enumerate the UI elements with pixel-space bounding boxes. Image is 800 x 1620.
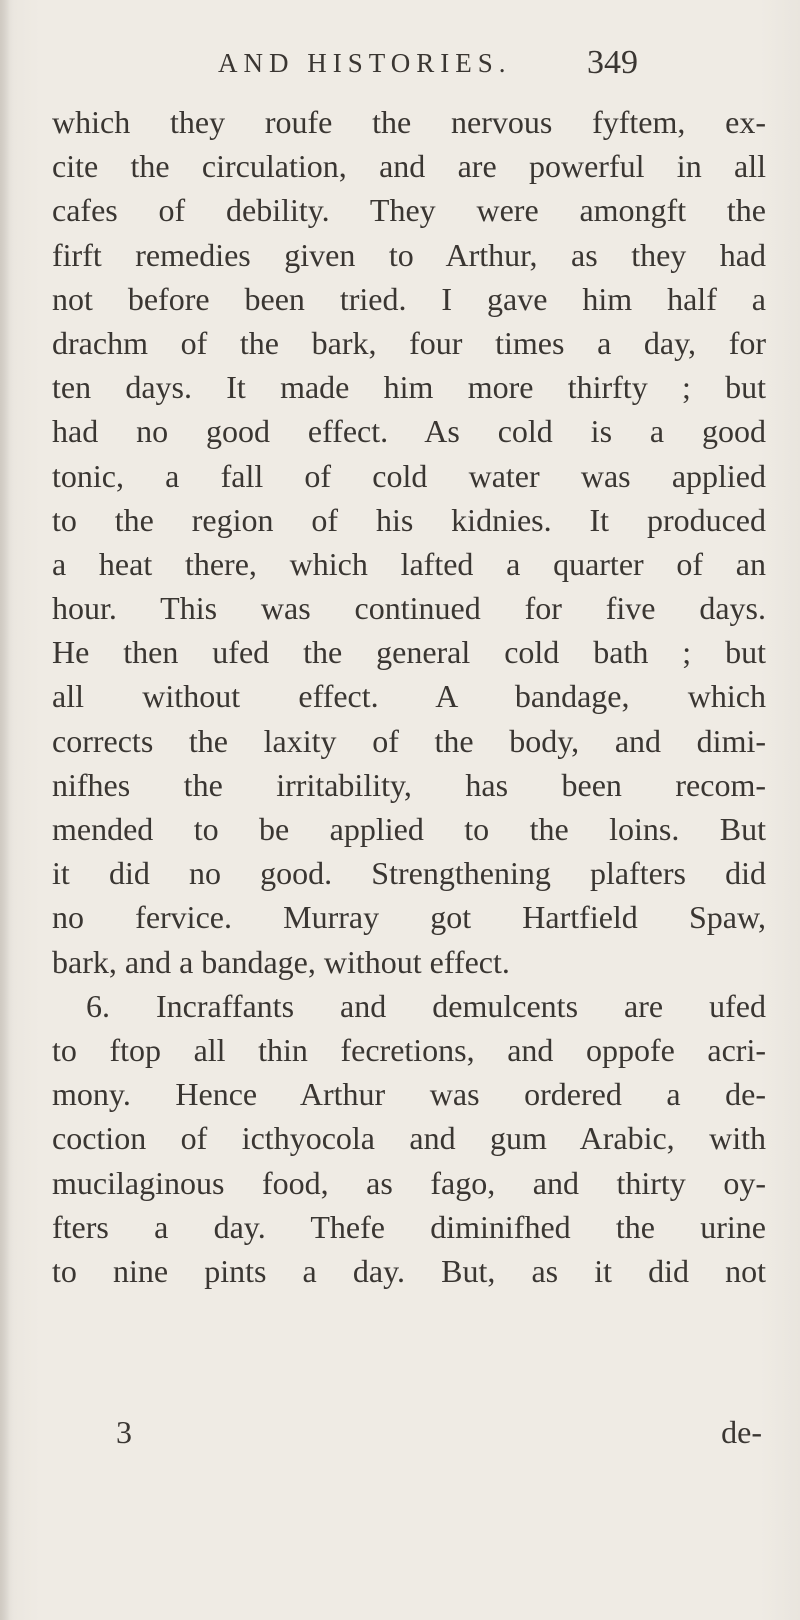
- text-line: He then ufed the general cold bath ; but: [52, 634, 766, 671]
- running-head: AND HISTORIES.: [218, 48, 512, 78]
- text-line: hour. This was continued for five days.: [52, 590, 766, 627]
- text-line: nifhes the irritability, has been recom-: [52, 766, 766, 803]
- text-line: firft remedies given to Arthur, as they had: [52, 236, 766, 273]
- text-line: a heat there, which lafted a quarter of an: [52, 545, 766, 582]
- page-number: 349: [587, 44, 638, 81]
- text-line: ten days. It made him more thirfty ; but: [52, 369, 766, 406]
- signature-mark: 3: [116, 1414, 132, 1450]
- text-line: mended to be applied to the loins. But: [52, 811, 766, 847]
- text-line: 6. Incraffants and demulcents are ufed: [86, 987, 766, 1024]
- text-line: no fervice. Murray got Hartfield Spaw,: [52, 899, 766, 936]
- page-gutter-shadow: [0, 0, 10, 1620]
- text-line: cite the circulation, and are powerful in all: [52, 148, 766, 185]
- text-line: had no good effect. As cold is a good: [52, 413, 766, 450]
- text-line: to nine pints a day. But, as it did not: [52, 1252, 766, 1289]
- text-line: fters a day. Thefe diminifhed the urine: [52, 1208, 766, 1245]
- text-line: bark, and a bandage, without effect.: [52, 943, 510, 980]
- text-line: it did no good. Strengthening plafters did: [52, 855, 766, 892]
- text-line: which they roufe the nervous fyftem, ex-: [52, 104, 766, 140]
- page-header: [218, 36, 638, 96]
- text-line: all without effect. A bandage, which: [52, 678, 766, 715]
- text-line: mucilaginous food, as fago, and thirty oy-: [52, 1164, 766, 1201]
- text-line: not before been tried. I gave him half a: [52, 280, 766, 317]
- text-line: cafes of debility. They were amongft the: [52, 192, 766, 229]
- catchword: de-: [721, 1414, 762, 1450]
- text-line: drachm of the bark, four times a day, for: [52, 324, 766, 361]
- text-line: to the region of his kidnies. It produced: [52, 501, 766, 538]
- text-line: corrects the laxity of the body, and dimi-: [52, 722, 766, 759]
- text-line: tonic, a fall of cold water was applied: [52, 457, 766, 494]
- body-text: [52, 100, 766, 1293]
- text-line: to ftop all thin fecretions, and oppofe acri-: [52, 1031, 766, 1068]
- text-line: mony. Hence Arthur was ordered a de-: [52, 1076, 766, 1113]
- page-footer: [52, 1410, 766, 1454]
- text-line: coction of icthyocola and gum Arabic, with: [52, 1120, 766, 1157]
